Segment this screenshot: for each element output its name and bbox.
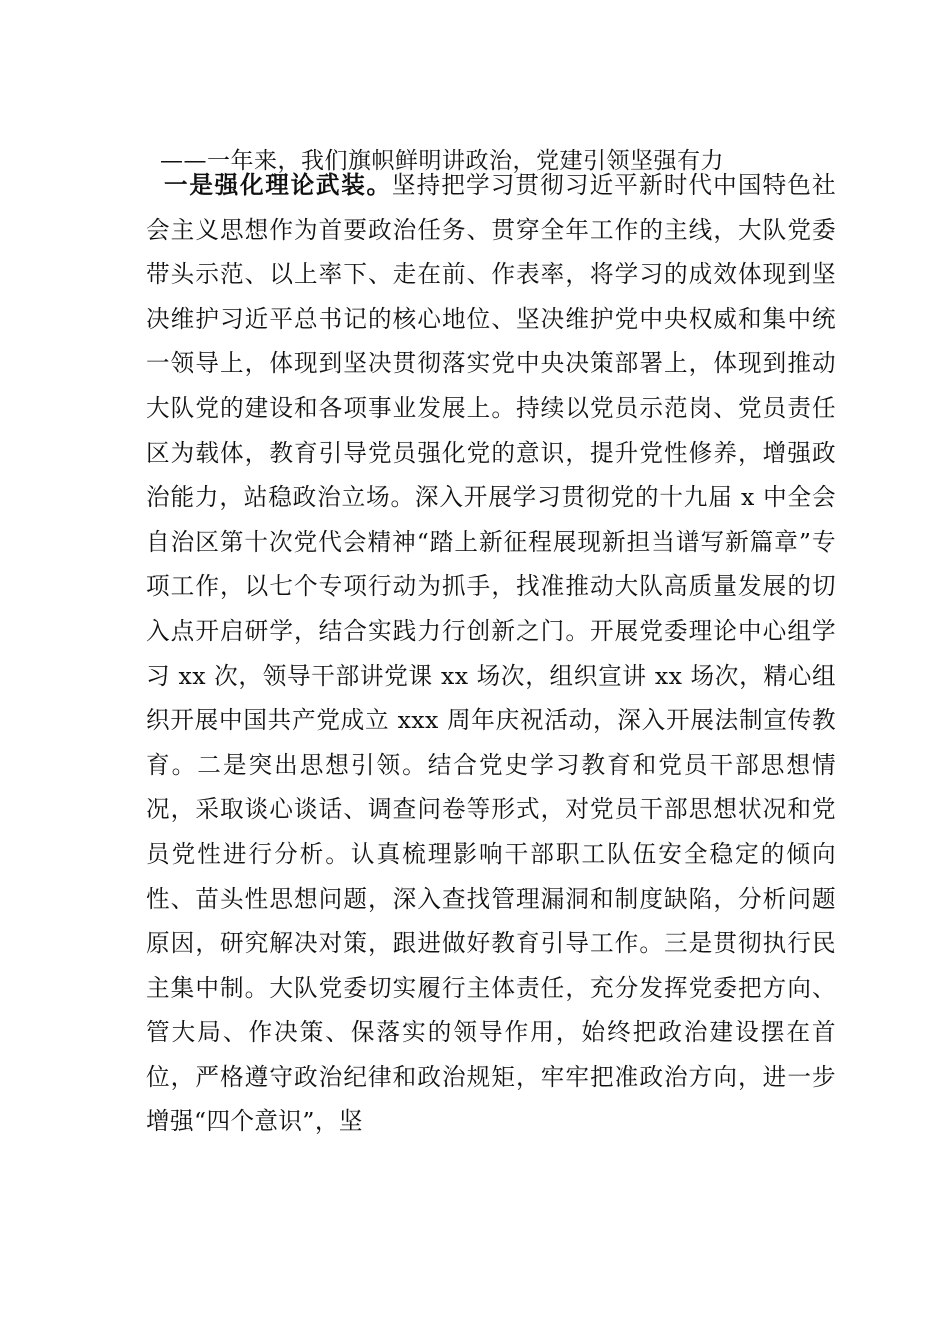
paragraph-lead-title: 一是强化理论武装。 [164, 171, 392, 199]
section-heading: ——一年来，我们旗帜鲜明讲政治，党建引领坚强有力 [160, 148, 724, 174]
paragraph-text: 坚持把学习贯彻习近平新时代中国特色社会主义思想作为首要政治任务、贯穿全年工作的主线，大队党委带头示范、以上率下、走在前、作表率，将学习的成效体现到坚决维护习近平总书记的核心地位、坚决维护党中央权威和集中统一领导上，体现到坚决贯彻落实党中央决策部署上，体现到推动大队党的建设和各项事业发展上。持续以党员示范岗、党员责任区为载体，教育引导党员强化党的意识，提升党性修养，增强政治能力，站稳政治立场。深入开展学习贯彻党的十九届 x 中全会自治区第十次党代会精神“踏上新征程展现新担当谱写新篇章”专项工作，以七个专项行动为抓手，找准推动大队高质量发展的切入点开启研学，结合实践力行创新之门。开展党委理论中心组学习 xx 次，领导干部讲党课 xx 场次，组织宣讲 xx 场次，精心组织开展中国共产党成立 xxx 周年庆祝活动，深入开展法制宣传教育。二是突出思想引领。结合党史学习教育和党员干部思想情况，采取谈心谈话、调查问卷等形式，对党员干部思想状况和党员党性进行分析。认真梳理影响干部职工队伍安全稳定的倾向性、苗头性思想问题，深入查找管理漏洞和制度缺陷，分析问题原因，研究解决对策，跟进做好教育引导工作。三是贯彻执行民主集中制。大队党委切实履行主体责任，充分发挥党委把方向、管大局、作决策、保落实的领导作用，始终把政治建设摆在首位，严格遵守政治纪律和政治规矩，牢牢把准政治方向，进一步增强“四个意识”，坚 [146, 171, 836, 1136]
body-paragraph [146, 163, 836, 1144]
